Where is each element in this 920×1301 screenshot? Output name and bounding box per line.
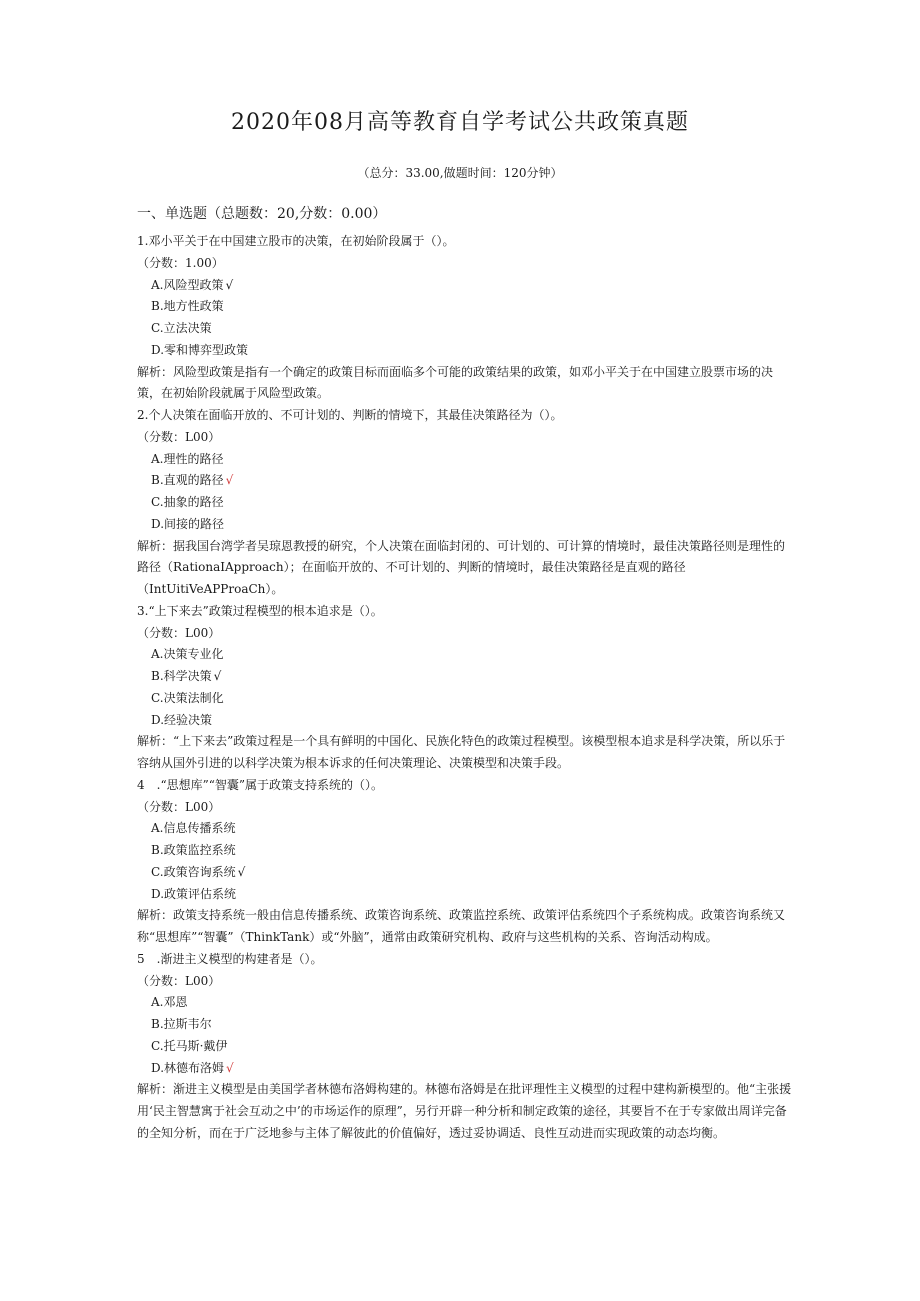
option-c: C.政策咨询系统 √ [151,864,246,879]
option-c: C.抽象的路径 [151,495,224,509]
option-d: D.零和博弈型政策 [151,342,249,357]
option-c: C.立法决策 [151,321,212,335]
option-d: D.间接的路径 [151,516,225,531]
section-heading: 一、单选题（总题数：20,分数：0.00） [137,206,387,222]
question-score: （分数：L00） [137,973,221,988]
explanation: 解析：渐进主义模型是由美国学者林德布洛姆构建的。林德布洛姆是在批评理性主义模型的过程中建构新模型的。他“主张援用‘民主智慧寓于社会互动之中’的市场运作的原理”，另行开辟一种分析和制定政策的途径，其要旨不在于专家做出周详完备的全知分析，而在于广泛地参与主体了解彼此的价值偏好，透过妥协调适、良性互动进而实现政策的动态均衡。 [137,1082,792,1140]
option-c: C.托马斯·戴伊 [151,1038,228,1053]
question-score: （分数：L00） [137,799,221,814]
question-stem: 2.个人决策在面临开放的、不可计划的、判断的情境下，其最佳决策路径为（）。 [137,408,563,422]
option-c: C.决策法制化 [151,690,224,705]
option-a: A.风险型政策 √ [151,277,234,292]
question-stem: 3.“上下来去”政策过程模型的根本追求是（）。 [137,603,383,618]
option-d: D.林德布洛姆 √ [151,1060,234,1075]
question-stem: 1.邓小平关于在中国建立股市的决策，在初始阶段属于（）。 [137,234,455,248]
option-d: D.经验决策 [151,712,213,727]
question-score: （分数：L00） [137,625,221,640]
exam-meta: （总分：33.00,做题时间：120分钟） [357,166,563,180]
correct-check-icon: √ [213,669,222,683]
option-b: B.拉斯韦尔 [151,1017,212,1031]
correct-check-icon: √ [237,864,246,879]
explanation: 解析：风险型政策是指有一个确定的政策目标而面临多个可能的政策结果的政策，如邓小平关于在中国建立股票市场的决策，在初始阶段就属于风险型政策。 [137,364,774,401]
correct-check-icon: √ [225,473,234,488]
question-1 [137,231,793,405]
correct-check-icon: √ [225,277,234,292]
question-5 [137,949,793,1145]
question-stem: 5 .渐进主义模型的构建者是（）。 [137,951,323,966]
question-score: （分数：L00） [137,429,221,444]
question-4 [137,775,793,949]
question-3 [137,601,793,775]
option-a: A.邓恩 [151,995,188,1010]
question-list [137,231,793,1145]
question-stem: 4 .“思想库”“智囊”属于政策支持系统的（）。 [137,777,383,792]
option-d: D.政策评估系统 [151,886,237,901]
option-b: B.直观的路径 √ [151,473,234,488]
option-b: B.科学决策 √ [151,669,222,683]
explanation: 解析：据我国台湾学者吴琼恩教授的研究，个人决策在面临封闭的、可计划的、可计算的情境时，最佳决策路径则是理性的路径（RationaIApproach）；在面临开放的、不可计划的、判断的情境时，最佳决策路径是直观的路径（IntUitiVeAPProaCh）。 [137,538,786,596]
option-a: A.信息传播系统 [151,821,236,836]
correct-check-icon: √ [226,1060,234,1075]
explanation: 解析：政策支持系统一般由信息传播系统、政策咨询系统、政策监控系统、政策评估系统四个子系统构成。政策咨询系统又称“思想库”“智囊”（ThinkTank）或“外脑”，通常由政策研究机构、政府与这些机构的关系、咨询活动构成。 [137,908,786,944]
question-2 [137,405,793,601]
explanation: 解析：“上下来去”政策过程是一个具有鲜明的中国化、民族化特色的政策过程模型。该模型根本追求是科学决策，所以乐于容纳从国外引进的以科学决策为根本诉求的任何决策理论、决策模型和决策手段。 [137,734,786,770]
option-a: A.决策专业化 [151,647,224,662]
option-a: A.理性的路径 [151,451,224,466]
page-title: 2020年08月高等教育自学考试公共政策真题 [231,110,689,135]
question-score: （分数：1.00） [137,255,224,270]
option-b: B.地方性政策 [151,299,224,314]
option-b: B.政策监控系统 [151,843,236,857]
